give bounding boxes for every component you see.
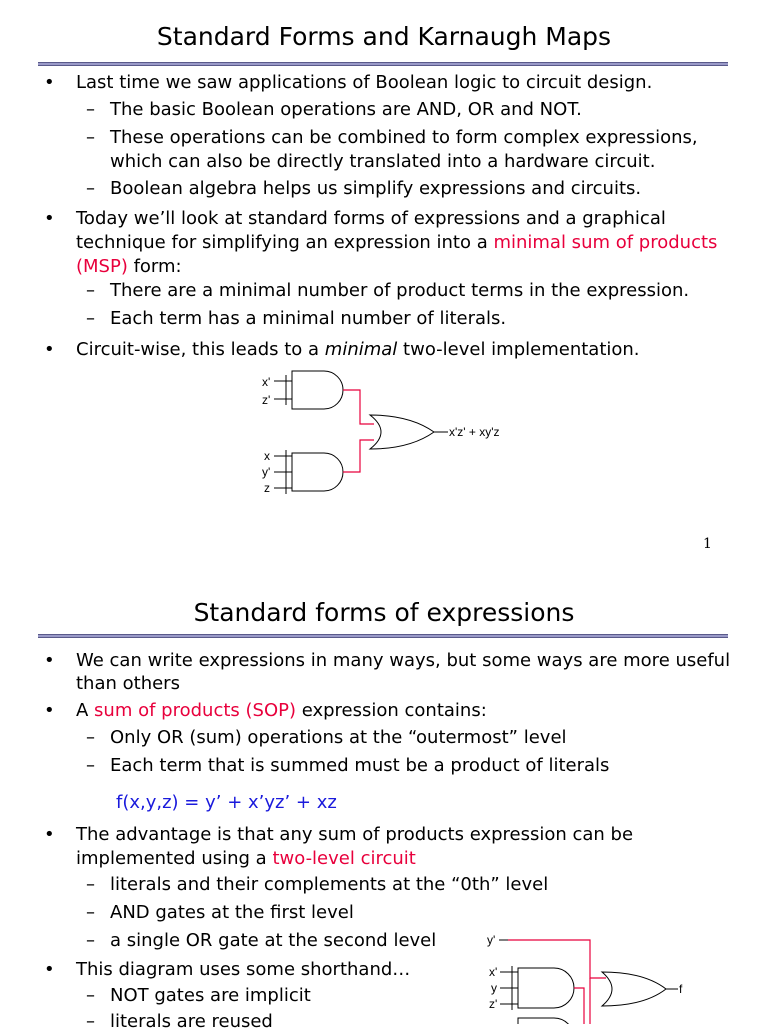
- slide1-bullet-2b: [76, 232, 717, 254]
- circuit-input-label: x: [264, 449, 270, 463]
- slide1-bullet-1-sub-3: Boolean algebra helps us simplify expressions and circuits.: [110, 178, 642, 199]
- slide2-bullet-2-sub-1: Only OR (sum) operations at the “outermost” level: [110, 727, 567, 748]
- sop-formula: f(x,y,z) = y’ + x’yz’ + xz: [116, 792, 337, 813]
- slide2-bullet-3-sub-2: AND gates at the first level: [110, 902, 354, 923]
- circuit-input-label: x': [489, 965, 498, 979]
- slide2-bullet-4-sub-2: literals are reused: [110, 1011, 273, 1032]
- slide1-bullet-2-sub-2: Each term has a minimal number of literals.: [110, 308, 507, 329]
- bullet-mark: •: [44, 824, 55, 845]
- slide2-bullet-3-sub-3: a single OR gate at the second level: [110, 930, 437, 951]
- dash-mark: –: [86, 727, 95, 748]
- slide1-bullet-1: Last time we saw applications of Boolean logic to circuit design.: [76, 72, 653, 93]
- dash-mark: –: [86, 930, 95, 951]
- slide1-bullet-1-sub-1: The basic Boolean operations are AND, OR and NOT.: [110, 99, 582, 120]
- slide1-title-rule: [38, 62, 728, 66]
- or-gate: [370, 415, 434, 449]
- slide1-bullet-2b-text: technique for simplifying an expression into a: [76, 232, 494, 253]
- slide2-title-rule: [38, 634, 728, 638]
- bullet-mark: •: [44, 208, 55, 229]
- slide2-bullet-4: This diagram uses some shorthand…: [76, 959, 411, 980]
- dash-mark: –: [86, 178, 95, 199]
- slide2-bullet-3a: The advantage is that any sum of products expression can be: [76, 824, 634, 845]
- page-number: 1: [703, 536, 712, 552]
- slide1-title: Standard Forms and Karnaugh Maps: [156, 22, 612, 51]
- and-gate: [518, 968, 574, 1008]
- slide2-bullet-3b-text: implemented using a: [76, 848, 273, 869]
- and-gate: [292, 453, 343, 491]
- dash-mark: –: [86, 874, 95, 895]
- slide2-bullet-1a: We can write expressions in many ways, but some ways are more useful: [76, 650, 731, 671]
- slide1-bullet-2a: Today we’ll look at standard forms of expressions and a graphical: [76, 208, 666, 229]
- slide2-bullet-1b: than others: [76, 673, 180, 694]
- msp-acronym: (MSP): [76, 256, 128, 277]
- bullet-mark: •: [44, 959, 55, 980]
- slide2-circuit: [487, 933, 683, 1024]
- circuit-output-label: x'z' + xy'z: [449, 425, 500, 439]
- slide1-bullet-1-sub-2b: which can also be directly translated into a hardware circuit.: [110, 151, 656, 172]
- slide1-bullet-2-sub-1: There are a minimal number of product terms in the expression.: [110, 280, 690, 301]
- slide2-bullet-2-sub-2: Each term that is summed must be a product of literals: [110, 755, 610, 776]
- slide1-circuit: [262, 371, 500, 495]
- dash-mark: –: [86, 902, 95, 923]
- msp-highlight: minimal sum of products: [493, 232, 718, 253]
- slide1-bullet-2c: [76, 256, 182, 278]
- and-gate: [292, 371, 343, 409]
- circuit-input-label: z': [489, 997, 498, 1011]
- bullet-mark: •: [44, 650, 55, 671]
- slide2-title: Standard forms of expressions: [193, 598, 575, 627]
- slide2-bullet-2: [76, 700, 487, 722]
- bullet-mark: •: [44, 72, 55, 93]
- circuit-output-label: f: [679, 982, 683, 996]
- dash-mark: –: [86, 127, 95, 148]
- slide2-bullet-3-sub-1: literals and their complements at the “0th” level: [110, 874, 549, 895]
- minimal-emphasis: minimal: [324, 339, 398, 360]
- slide2-bullet-4-sub-1: NOT gates are implicit: [110, 985, 311, 1006]
- dash-mark: –: [86, 280, 95, 301]
- sop-highlight: sum of products (SOP): [94, 700, 296, 721]
- circuit-input-label: y: [491, 981, 497, 995]
- circuit-input-label: z: [264, 481, 270, 495]
- two-level-highlight: two-level circuit: [272, 848, 416, 869]
- slide1-bullet-2c-text: form:: [127, 256, 182, 277]
- slide2-bullet-2-tail: expression contains:: [295, 700, 487, 721]
- or-gate: [602, 972, 666, 1006]
- circuit-input-label: y': [262, 465, 271, 479]
- bullet-mark: •: [44, 339, 55, 360]
- slide2-bullet-2-text: A: [76, 700, 95, 721]
- circuit-input-label: x': [262, 375, 271, 389]
- dash-mark: –: [86, 99, 95, 120]
- slide2-bullet-3b: [76, 848, 416, 870]
- circuit-input-label: y': [487, 933, 496, 947]
- slide1-bullet-3-tail: two-level implementation.: [397, 339, 640, 360]
- bullet-mark: •: [44, 700, 55, 721]
- dash-mark: –: [86, 985, 95, 1006]
- slide1-bullet-3-text: Circuit-wise, this leads to a: [76, 339, 325, 360]
- dash-mark: –: [86, 755, 95, 776]
- dash-mark: –: [86, 308, 95, 329]
- slide1-bullet-3: [76, 339, 640, 361]
- dash-mark: –: [86, 1011, 95, 1032]
- and-gate: [518, 1018, 574, 1024]
- slide1-bullet-1-sub-2a: These operations can be combined to form complex expressions,: [110, 127, 698, 148]
- circuit-input-label: z': [262, 393, 271, 407]
